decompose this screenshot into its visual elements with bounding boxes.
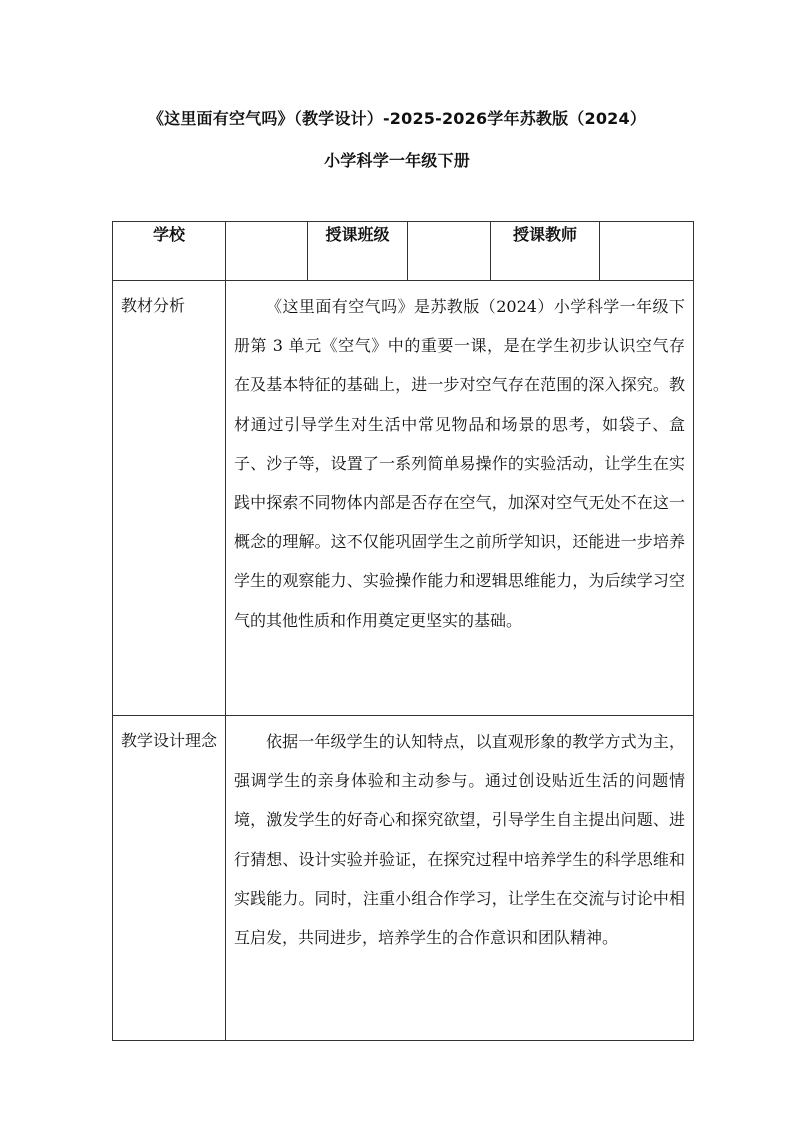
header-row <box>113 222 694 281</box>
design-philosophy-row <box>113 716 694 1041</box>
document-title: 《这里面有空气吗》（教学设计）-2025-2026学年苏教版（2024） <box>147 109 647 128</box>
teacher-value <box>600 222 694 281</box>
textbook-analysis-label: 教材分析 <box>113 281 226 716</box>
textbook-analysis-row <box>113 281 694 716</box>
design-philosophy-text: 依据一年级学生的认知特点，以直观形象的教学方式为主，强调学生的亲身体验和主动参与。通过创设贴近生活的问题情境，激发学生的好奇心和探究欲望，引导学生自主提出问题、进行猜想、设计实验并验证，在探究过程中培养学生的科学思维和实践能力。同时，注重小组合作学习，让学生在交流与讨论中相互启发，共同进步，培养学生的合作意识和团队精神。 <box>234 732 685 948</box>
design-philosophy-cell <box>226 716 694 1041</box>
school-label: 学校 <box>113 222 226 281</box>
teacher-label: 授课教师 <box>491 222 600 281</box>
class-label: 授课班级 <box>308 222 408 281</box>
lesson-plan-table <box>112 221 694 1041</box>
textbook-analysis-cell <box>226 281 694 716</box>
class-value <box>408 222 491 281</box>
design-philosophy-label: 教学设计理念 <box>113 716 226 1041</box>
school-value <box>226 222 308 281</box>
document-subtitle: 小学科学一年级下册 <box>324 151 470 170</box>
textbook-analysis-text: 《这里面有空气吗》是苏教版（2024）小学科学一年级下册第 3 单元《空气》中的重要一课，是在学生初步认识空气存在及基本特征的基础上，进一步对空气存在范围的深入探究。教材通过引导学生对生活中常见物品和场景的思考，如袋子、盒子、沙子等，设置了一系列简单易操作的实验活动，让学生在实践中探索不同物体内部是否存在空气，加深对空气无处不在这一概念的理解。这不仅能巩固学生之前所学知识，还能进一步培养学生的观察能力、实验操作能力和逻辑思维能力，为后续学习空气的其他性质和作用奠定更坚实的基础。 <box>234 297 685 630</box>
